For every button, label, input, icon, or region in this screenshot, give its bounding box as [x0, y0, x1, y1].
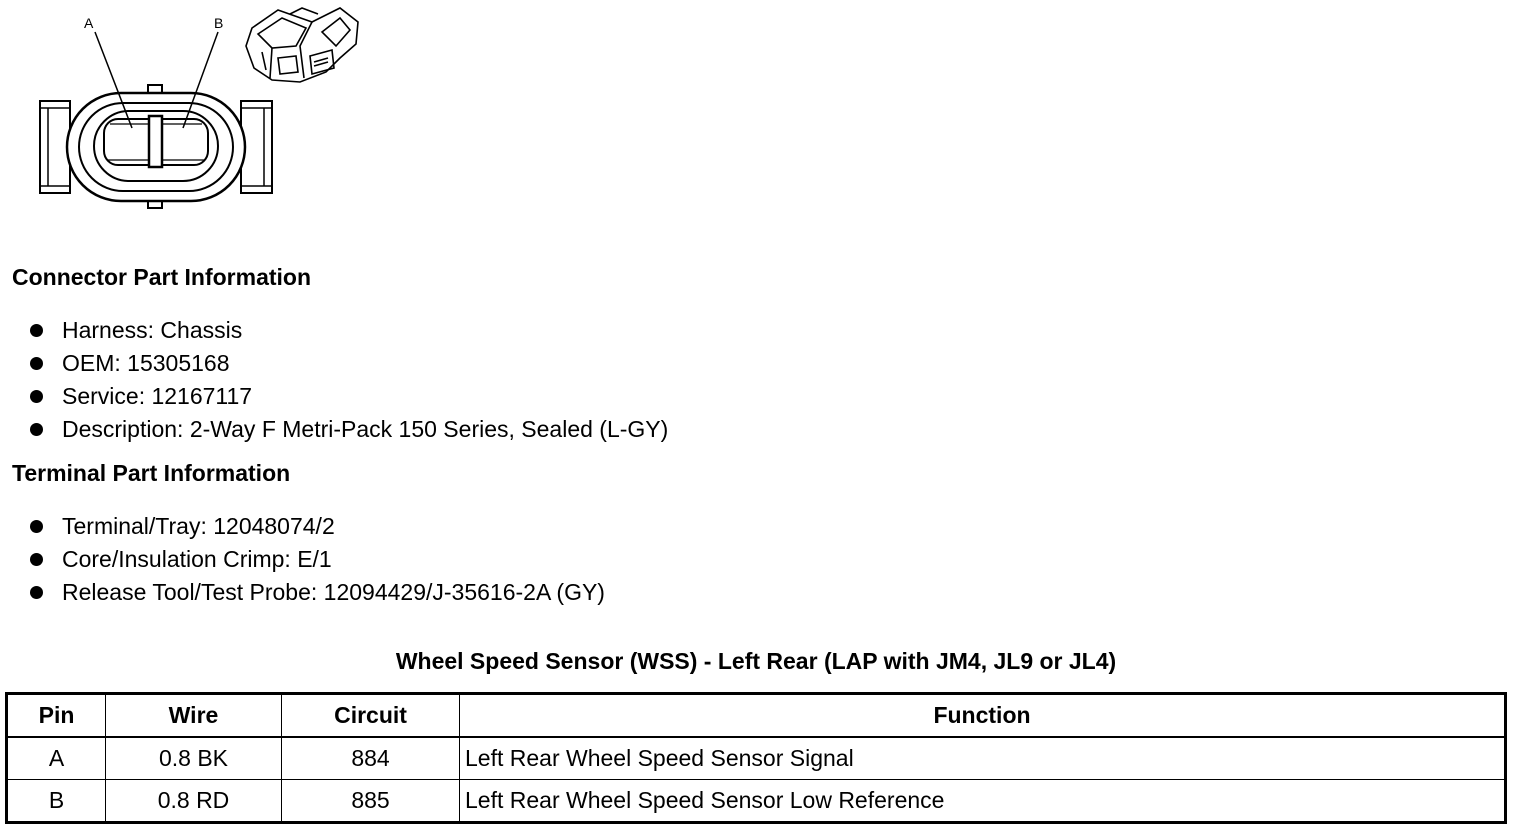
pinout-table — [5, 692, 1507, 824]
bullet-icon — [30, 390, 43, 403]
pin-cell: A — [7, 737, 106, 780]
terminal-info-list — [30, 510, 605, 609]
wire-cell: 0.8 RD — [106, 780, 282, 823]
connector-info-title: Connector Part Information — [12, 264, 312, 290]
connector-3d-view — [246, 8, 358, 82]
bullet-icon — [30, 423, 43, 436]
bullet-icon — [30, 324, 43, 337]
wire-cell: 0.8 BK — [106, 737, 282, 780]
connector-info-list — [30, 314, 668, 446]
table-row — [7, 780, 1506, 823]
bullet-icon — [30, 553, 43, 566]
pin-b-label: B — [214, 15, 224, 31]
bullet-icon — [30, 520, 43, 533]
column-header-wire: Wire — [106, 694, 282, 738]
connector-drawing — [0, 0, 380, 215]
bullet-icon — [30, 586, 43, 599]
column-header-function: Function — [460, 694, 1506, 738]
pin-cell: B — [7, 780, 106, 823]
list-item: Release Tool/Test Probe: 12094429/J-35616-2A (GY) — [30, 576, 605, 609]
list-item: Terminal/Tray: 12048074/2 — [30, 510, 605, 543]
list-item: Description: 2-Way F Metri-Pack 150 Series, Sealed (L-GY) — [30, 413, 668, 446]
column-header-pin: Pin — [7, 694, 106, 738]
table-header-row — [7, 694, 1506, 738]
terminal-info-title: Terminal Part Information — [12, 460, 291, 486]
list-item: Service: 12167117 — [30, 380, 668, 413]
circuit-cell: 884 — [282, 737, 460, 780]
function-cell: Left Rear Wheel Speed Sensor Low Reference — [460, 780, 1506, 823]
list-item: Harness: Chassis — [30, 314, 668, 347]
bullet-icon — [30, 357, 43, 370]
connector-face-view — [40, 32, 272, 208]
list-item: OEM: 15305168 — [30, 347, 668, 380]
function-cell: Left Rear Wheel Speed Sensor Signal — [460, 737, 1506, 780]
table-row — [7, 737, 1506, 780]
list-item: Core/Insulation Crimp: E/1 — [30, 543, 605, 576]
pin-a-label: A — [84, 15, 94, 31]
table-caption: Wheel Speed Sensor (WSS) - Left Rear (LAP with JM4, JL9 or JL4) — [395, 648, 1117, 674]
circuit-cell: 885 — [282, 780, 460, 823]
column-header-circuit: Circuit — [282, 694, 460, 738]
